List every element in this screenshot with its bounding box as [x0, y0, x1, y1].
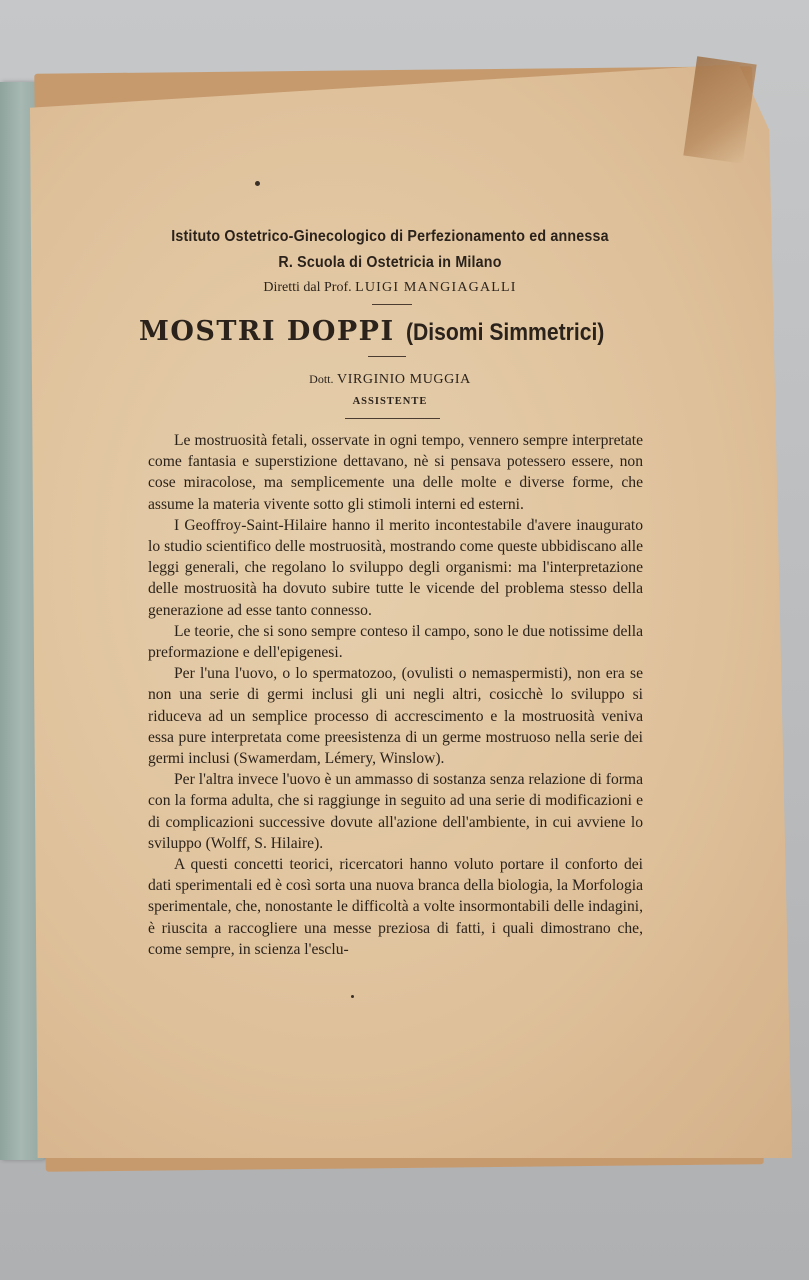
institute-heading-line1: Istituto Ostetrico-Ginecologico di Perfezionamento ed annessa — [171, 228, 609, 245]
ink-speck — [351, 995, 354, 998]
page-title — [120, 316, 650, 347]
divider-rule — [345, 418, 440, 419]
paragraph: Per l'una l'uovo, o lo spermatozoo, (ovulisti o nemaspermisti), non era se non una serie di germi inclusi gli uni negli altri, cosicchè lo sviluppo si riduceva ad un semplice processo di accrescimento e la mostruosità veniva essa pure interpretata come preesistenza di un germe mostruoso nella serie dei germi inclusi (Swamerdam, Lémery, Winslow). — [148, 665, 643, 768]
title-main: MOSTRI DOPPI — [138, 316, 395, 347]
paragraph: Per l'altra invece l'uovo è un ammasso di sostanza senza relazione di forma con la forma adulta, che si raggiunge in seguito ad una serie di modificazioni e di complicazioni successive dovute all'azione dell'ambiente, in cui avviene lo sviluppo (Wolff, S. Hilaire). — [148, 771, 643, 852]
directed-by-line — [130, 280, 650, 296]
divider-rule — [372, 304, 412, 305]
paragraph: Le mostruosità fetali, osservate in ogni tempo, vennero sempre interpretate come fantasia e superstizione dettavano, nè si pensava potessero essere, non cose miracolose, ma semplicemente una delle molte e diverse forme, che assume la materia vivente sotto gli stimoli interni ed esterni. — [148, 432, 643, 513]
directed-prefix: Diretti dal Prof. — [263, 280, 352, 295]
ink-speck — [255, 181, 260, 186]
paragraph: Le teorie, che si sono sempre conteso il campo, sono le due notissime della preformazione e dell'epigenesi. — [148, 622, 643, 662]
author-line — [130, 372, 650, 388]
paragraph: A questi concetti teorici, ricercatori hanno voluto portare il conforto dei dati sperimentali ed è così sorta una nuova branca della biologia, la Morfologia sperimentale, che, nonostante le difficoltà a volte insormontabili delle indagini, è riuscita a raccogliere una messe preziosa di fatti, i quali dimostrano che, come sempre, in scienza l'esclu- — [148, 856, 643, 958]
paragraph: I Geoffroy-Saint-Hilaire hanno il merito incontestabile d'avere inaugurato lo studio scientifico delle mostruosità, mostrando come queste ubbidiscano alle leggi generali, che regolano lo sviluppo degli organismi: ma l'interpretazione delle mostruosità ha dovuto subire tutte le vicende del problema stesso della generazione ad esse tanto connesso. — [148, 516, 643, 619]
institute-heading-line2: R. Scuola di Ostetricia in Milano — [278, 254, 502, 271]
author-prefix: Dott. — [309, 372, 334, 386]
body-text — [148, 430, 643, 960]
divider-rule — [368, 356, 406, 357]
author-name: VIRGINIO MUGGIA — [337, 372, 471, 387]
title-subtitle: (Disomi Simmetrici) — [405, 319, 605, 346]
director-name: LUIGI MANGIAGALLI — [355, 280, 517, 295]
author-role: ASSISTENTE — [352, 396, 428, 407]
